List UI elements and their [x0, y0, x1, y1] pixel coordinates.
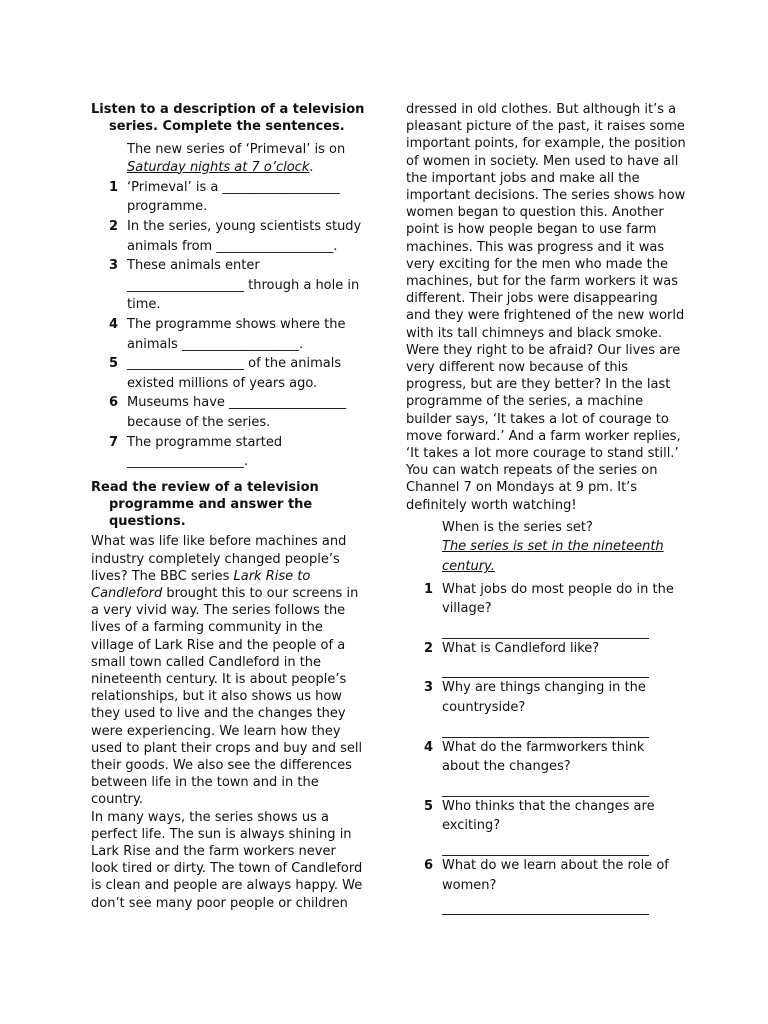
review-text: What was life like before machines and industry completely changed people’s lives? The BBC series	[91, 534, 347, 584]
question-item	[406, 738, 686, 797]
item-number: 5	[109, 356, 119, 372]
review-paragraph-2-continued: dressed in old clothes. But although it’s a pleasant picture of the past, it raises some important points, for example, the position of women in society. Men used to have all the important jobs and make all the important decisions. The series shows how women began to question this. Another point is how people began to use farm machines. This was progress and it was very exciting for the men who made the machines, but for the farm workers it was different. Their jobs were disappearing and they were frightened of the new world with its tall chimneys and black smoke. Were they right to be afraid? Our lives are very different now because of this progress, but are they better? In the last programme of the series, a machine builder says, ‘It takes a lot of courage to move forward.’ And a farm worker replies, ‘It takes a lot more courage to stand still.’	[406, 102, 686, 462]
question-number: 6	[424, 858, 434, 873]
question-text: What do we learn about the role of women?	[442, 858, 669, 893]
answer-line[interactable]	[442, 836, 649, 856]
listening-item	[91, 393, 366, 432]
question-text: What do the farmworkers think about the changes?	[442, 739, 645, 775]
answer-line[interactable]	[442, 619, 649, 639]
item-number: 7	[109, 434, 119, 450]
item-text: In the series, young scientists study animals from __________________.	[127, 219, 362, 254]
question-number: 3	[424, 680, 434, 696]
question-number: 5	[424, 798, 434, 814]
item-number: 3	[109, 258, 119, 274]
review-text: brought this to our screens in a very vivid way. The series follows the lives of a farming community in the village of Lark Rise and the people of a small town called Candleford in the nineteenth century. It is about people’s relationships, but it also shows us how they used to live and the changes they were experiencing. We learn how they used to plant their crops and buy and sell their goods. We also see the differences between life in the town and in the country.	[91, 585, 363, 808]
listening-item	[91, 315, 366, 354]
answer-line[interactable]	[442, 718, 649, 738]
series-title: Lark Rise to Candleford	[91, 568, 311, 601]
question-list	[406, 580, 686, 916]
question-item	[406, 797, 686, 856]
question-text: Who thinks that the changes are exciting?	[442, 798, 655, 834]
question-text: What jobs do most people do in the village?	[442, 581, 674, 617]
question-item	[406, 580, 686, 639]
question-item	[406, 639, 686, 679]
answer-line[interactable]	[442, 658, 649, 678]
example-question-answer: The series is set in the nineteenth century.	[442, 539, 664, 575]
listening-item	[91, 354, 366, 393]
item-text: The programme shows where the animals __________________.	[127, 316, 346, 352]
listening-item	[91, 433, 366, 472]
question-number: 1	[424, 581, 434, 597]
question-item	[406, 678, 686, 737]
listening-heading: Listen to a description of a television series. Complete the sentences.	[91, 102, 365, 135]
item-text: Museums have __________________ because of the series.	[127, 395, 347, 430]
question-item	[406, 856, 686, 915]
review-heading: Read the review of a television programme and answer the questions.	[91, 479, 319, 530]
listening-item	[91, 178, 366, 217]
review-paragraph-1	[91, 533, 366, 808]
listening-item	[91, 256, 366, 315]
listening-item	[91, 217, 366, 256]
item-number: 6	[109, 395, 119, 411]
question-number: 2	[424, 640, 434, 656]
left-column	[91, 101, 366, 912]
listening-items	[91, 178, 366, 472]
item-text: The programme started __________________.	[127, 434, 283, 470]
item-number: 1	[109, 179, 119, 195]
item-text: __________________ of the animals existed millions of years ago.	[127, 356, 342, 391]
example-answer: Saturday nights at 7 o’clock	[127, 159, 310, 175]
answer-line[interactable]	[442, 895, 649, 915]
question-number: 4	[424, 739, 434, 755]
questions-example	[442, 518, 686, 577]
question-text: Why are things changing in the countryside?	[442, 680, 646, 716]
item-number: 4	[109, 316, 119, 332]
answer-line[interactable]	[442, 777, 649, 797]
question-text: What is Candleford like?	[442, 640, 600, 656]
item-text: ‘Primeval’ is a __________________ programme.	[127, 179, 340, 215]
review-paragraph-2: In many ways, the series shows us a perfect life. The sun is always shining in Lark Rise and the farm workers never look tired or dirty. The town of Candleford is clean and people are always happy. We don’t see many poor people or children	[91, 809, 363, 911]
item-text: These animals enter __________________ through a hole in time.	[127, 258, 360, 313]
listening-example	[127, 141, 366, 175]
item-number: 2	[109, 219, 119, 234]
example-question: When is the series set?	[442, 519, 593, 535]
review-paragraph-3: You can watch repeats of the series on Channel 7 on Mondays at 9 pm. It’s definitely worth watching!	[406, 463, 658, 513]
example-text: The new series of ‘Primeval’ is on	[127, 142, 346, 158]
right-column	[406, 101, 686, 915]
example-end: .	[309, 159, 314, 175]
